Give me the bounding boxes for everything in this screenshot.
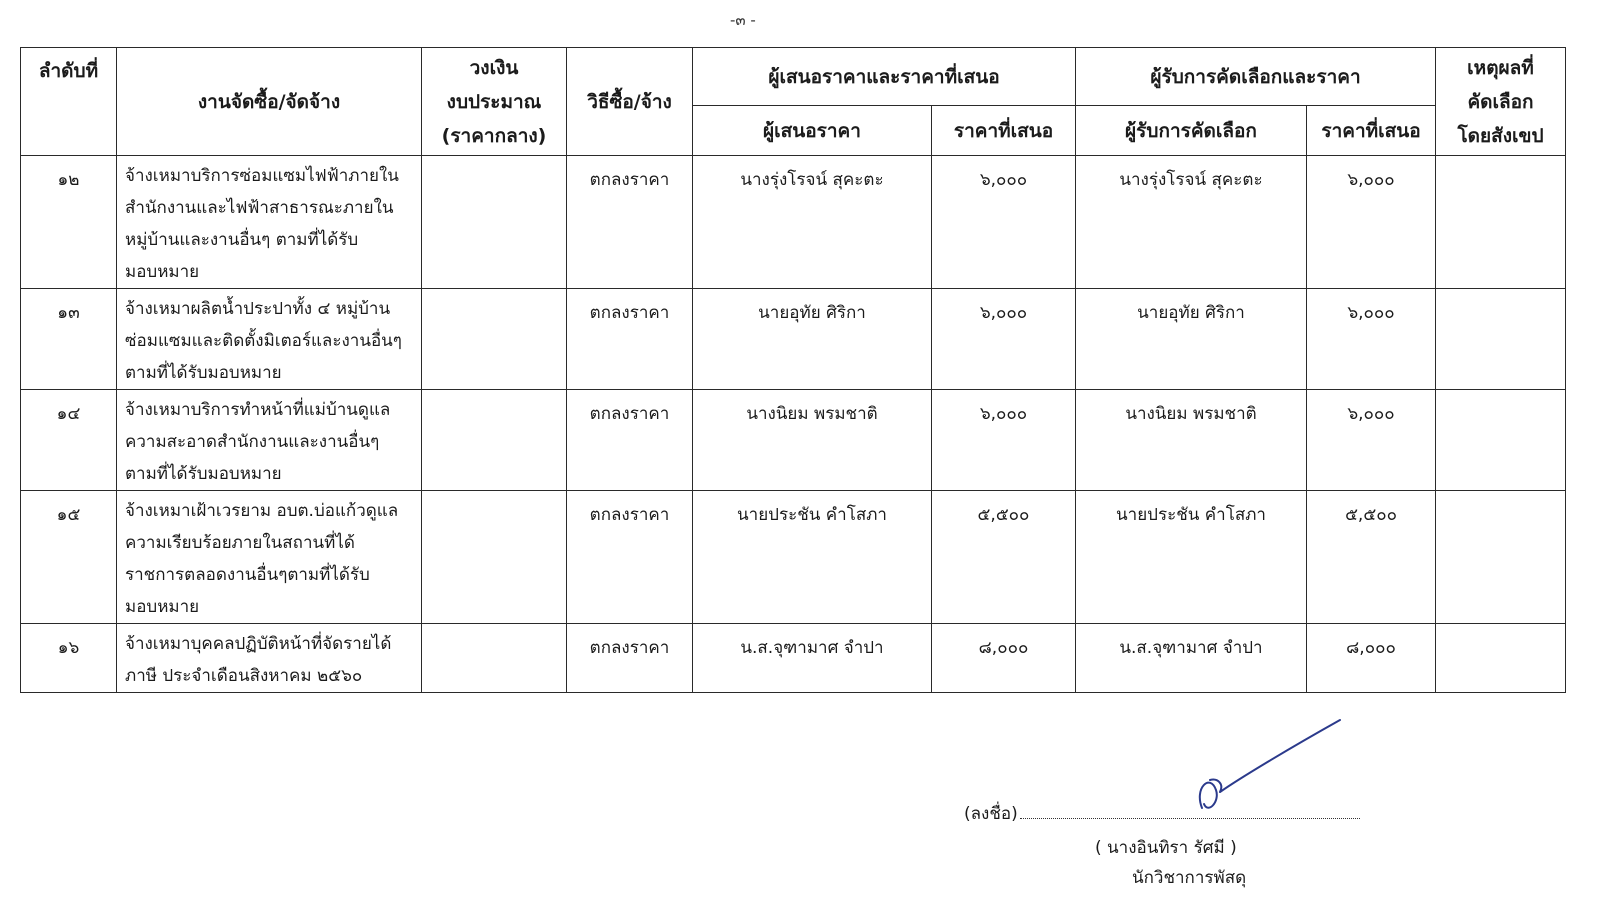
- row-work: [117, 491, 422, 624]
- signer-position: นักวิชาการพัสดุ: [1132, 868, 1247, 888]
- row-selected: น.ส.จุฑามาศ จำปา: [1076, 624, 1307, 693]
- header-reason-line2: คัดเลือก: [1467, 90, 1534, 113]
- row-reason: [1436, 289, 1566, 390]
- row-selected: นางนิยม พรมชาติ: [1076, 390, 1307, 491]
- work-line: จ้างเหมาบริการซ่อมแซมไฟฟ้าภายใน: [125, 166, 399, 186]
- row-bid-price: ๕,๕๐๐: [932, 491, 1076, 624]
- row-selected-price: ๖,๐๐๐: [1307, 156, 1436, 289]
- work-line: จ้างเหมาบุคคลปฏิบัติหน้าที่จัดรายได้: [125, 634, 392, 654]
- row-selected-price: ๘,๐๐๐: [1307, 624, 1436, 693]
- header-budget-line2: งบประมาณ: [446, 90, 542, 113]
- row-budget: [422, 390, 567, 491]
- row-bid-price: ๖,๐๐๐: [932, 390, 1076, 491]
- work-line: มอบหมาย: [125, 262, 200, 282]
- row-reason: [1436, 156, 1566, 289]
- row-method: ตกลงราคา: [567, 390, 693, 491]
- table-row: [21, 289, 1566, 390]
- header-selected: ผู้รับการคัดเลือก: [1076, 106, 1307, 156]
- header-work: งานจัดซื้อ/จัดจ้าง: [117, 48, 422, 156]
- row-bid-price: ๘,๐๐๐: [932, 624, 1076, 693]
- row-budget: [422, 624, 567, 693]
- header-method: วิธีซื้อ/จ้าง: [567, 48, 693, 156]
- row-reason: [1436, 491, 1566, 624]
- row-selected-price: ๕,๕๐๐: [1307, 491, 1436, 624]
- header-reason: [1436, 48, 1566, 156]
- work-line: ความสะอาดสำนักงานและงานอื่นๆ: [125, 432, 380, 452]
- row-bidder: นายประชัน คำโสภา: [693, 491, 932, 624]
- row-bid-price: ๖,๐๐๐: [932, 289, 1076, 390]
- work-line: ตามที่ได้รับมอบหมาย: [125, 363, 282, 383]
- row-work: [117, 390, 422, 491]
- header-bidders-group: ผู้เสนอราคาและราคาที่เสนอ: [693, 48, 1076, 106]
- work-line: สำนักงานและไฟฟ้าสาธารณะภายใน: [125, 198, 394, 218]
- row-work: [117, 289, 422, 390]
- header-selected-group: ผู้รับการคัดเลือกและราคา: [1076, 48, 1436, 106]
- header-reason-line1: เหตุผลที่: [1467, 56, 1534, 79]
- row-work: [117, 624, 422, 693]
- handwritten-signature-icon: [1180, 718, 1380, 828]
- row-budget: [422, 289, 567, 390]
- table-row: [21, 156, 1566, 289]
- row-reason: [1436, 390, 1566, 491]
- row-bidder: นายอุทัย ศิริกา: [693, 289, 932, 390]
- row-selected-price: ๖,๐๐๐: [1307, 390, 1436, 491]
- work-line: หมู่บ้านและงานอื่นๆ ตามที่ได้รับ: [125, 230, 359, 250]
- row-selected: นางรุ่งโรจน์ สุคะตะ: [1076, 156, 1307, 289]
- row-selected-price: ๖,๐๐๐: [1307, 289, 1436, 390]
- header-bidder: ผู้เสนอราคา: [693, 106, 932, 156]
- work-line: จ้างเหมาผลิตน้ำประปาทั้ง ๔ หมู่บ้าน: [125, 299, 391, 319]
- row-seq: ๑๒: [21, 156, 117, 289]
- header-budget-line1: วงเงิน: [469, 56, 519, 79]
- table-row: [21, 390, 1566, 491]
- row-bidder: นางรุ่งโรจน์ สุคะตะ: [693, 156, 932, 289]
- table-row: [21, 491, 1566, 624]
- row-budget: [422, 156, 567, 289]
- header-seq: ลำดับที่: [21, 48, 117, 156]
- work-line: มอบหมาย: [125, 597, 200, 617]
- row-bidder: น.ส.จุฑามาศ จำปา: [693, 624, 932, 693]
- signature-label: (ลงชื่อ): [964, 804, 1018, 824]
- row-seq: ๑๓: [21, 289, 117, 390]
- row-seq: ๑๖: [21, 624, 117, 693]
- work-line: ตามที่ได้รับมอบหมาย: [125, 464, 282, 484]
- header-bid-price: ราคาที่เสนอ: [932, 106, 1076, 156]
- row-bidder: นางนิยม พรมชาติ: [693, 390, 932, 491]
- work-line: ภาษี ประจำเดือนสิงหาคม ๒๕๖๐: [125, 666, 363, 686]
- work-line: ความเรียบร้อยภายในสถานที่ได้: [125, 533, 355, 553]
- row-selected: นายอุทัย ศิริกา: [1076, 289, 1307, 390]
- header-reason-line3: โดยสังเขป: [1457, 124, 1544, 147]
- header-selected-price: ราคาที่เสนอ: [1307, 106, 1436, 156]
- row-work: [117, 156, 422, 289]
- signature-line: [1020, 818, 1360, 819]
- row-seq: ๑๔: [21, 390, 117, 491]
- page-number: -๓ -: [730, 11, 756, 29]
- procurement-table: [20, 47, 1566, 693]
- signer-name: ( นางอินทิรา รัศมี ): [1095, 838, 1237, 858]
- work-line: จ้างเหมาเฝ้าเวรยาม อบต.บ่อแก้วดูแล: [125, 501, 399, 521]
- work-line: ราชการตลอดงานอื่นๆตามที่ได้รับ: [125, 565, 370, 585]
- work-line: ซ่อมแซมและติดตั้งมิเตอร์และงานอื่นๆ: [125, 331, 402, 351]
- table-row: [21, 624, 1566, 693]
- header-budget: [422, 48, 567, 156]
- row-method: ตกลงราคา: [567, 491, 693, 624]
- work-line: จ้างเหมาบริการทำหน้าที่แม่บ้านดูแล: [125, 400, 391, 420]
- row-method: ตกลงราคา: [567, 289, 693, 390]
- row-bid-price: ๖,๐๐๐: [932, 156, 1076, 289]
- row-selected: นายประชัน คำโสภา: [1076, 491, 1307, 624]
- row-reason: [1436, 624, 1566, 693]
- signature-block: [960, 790, 1380, 900]
- row-seq: ๑๕: [21, 491, 117, 624]
- row-method: ตกลงราคา: [567, 156, 693, 289]
- header-budget-line3: (ราคากลาง): [441, 124, 547, 147]
- row-budget: [422, 491, 567, 624]
- row-method: ตกลงราคา: [567, 624, 693, 693]
